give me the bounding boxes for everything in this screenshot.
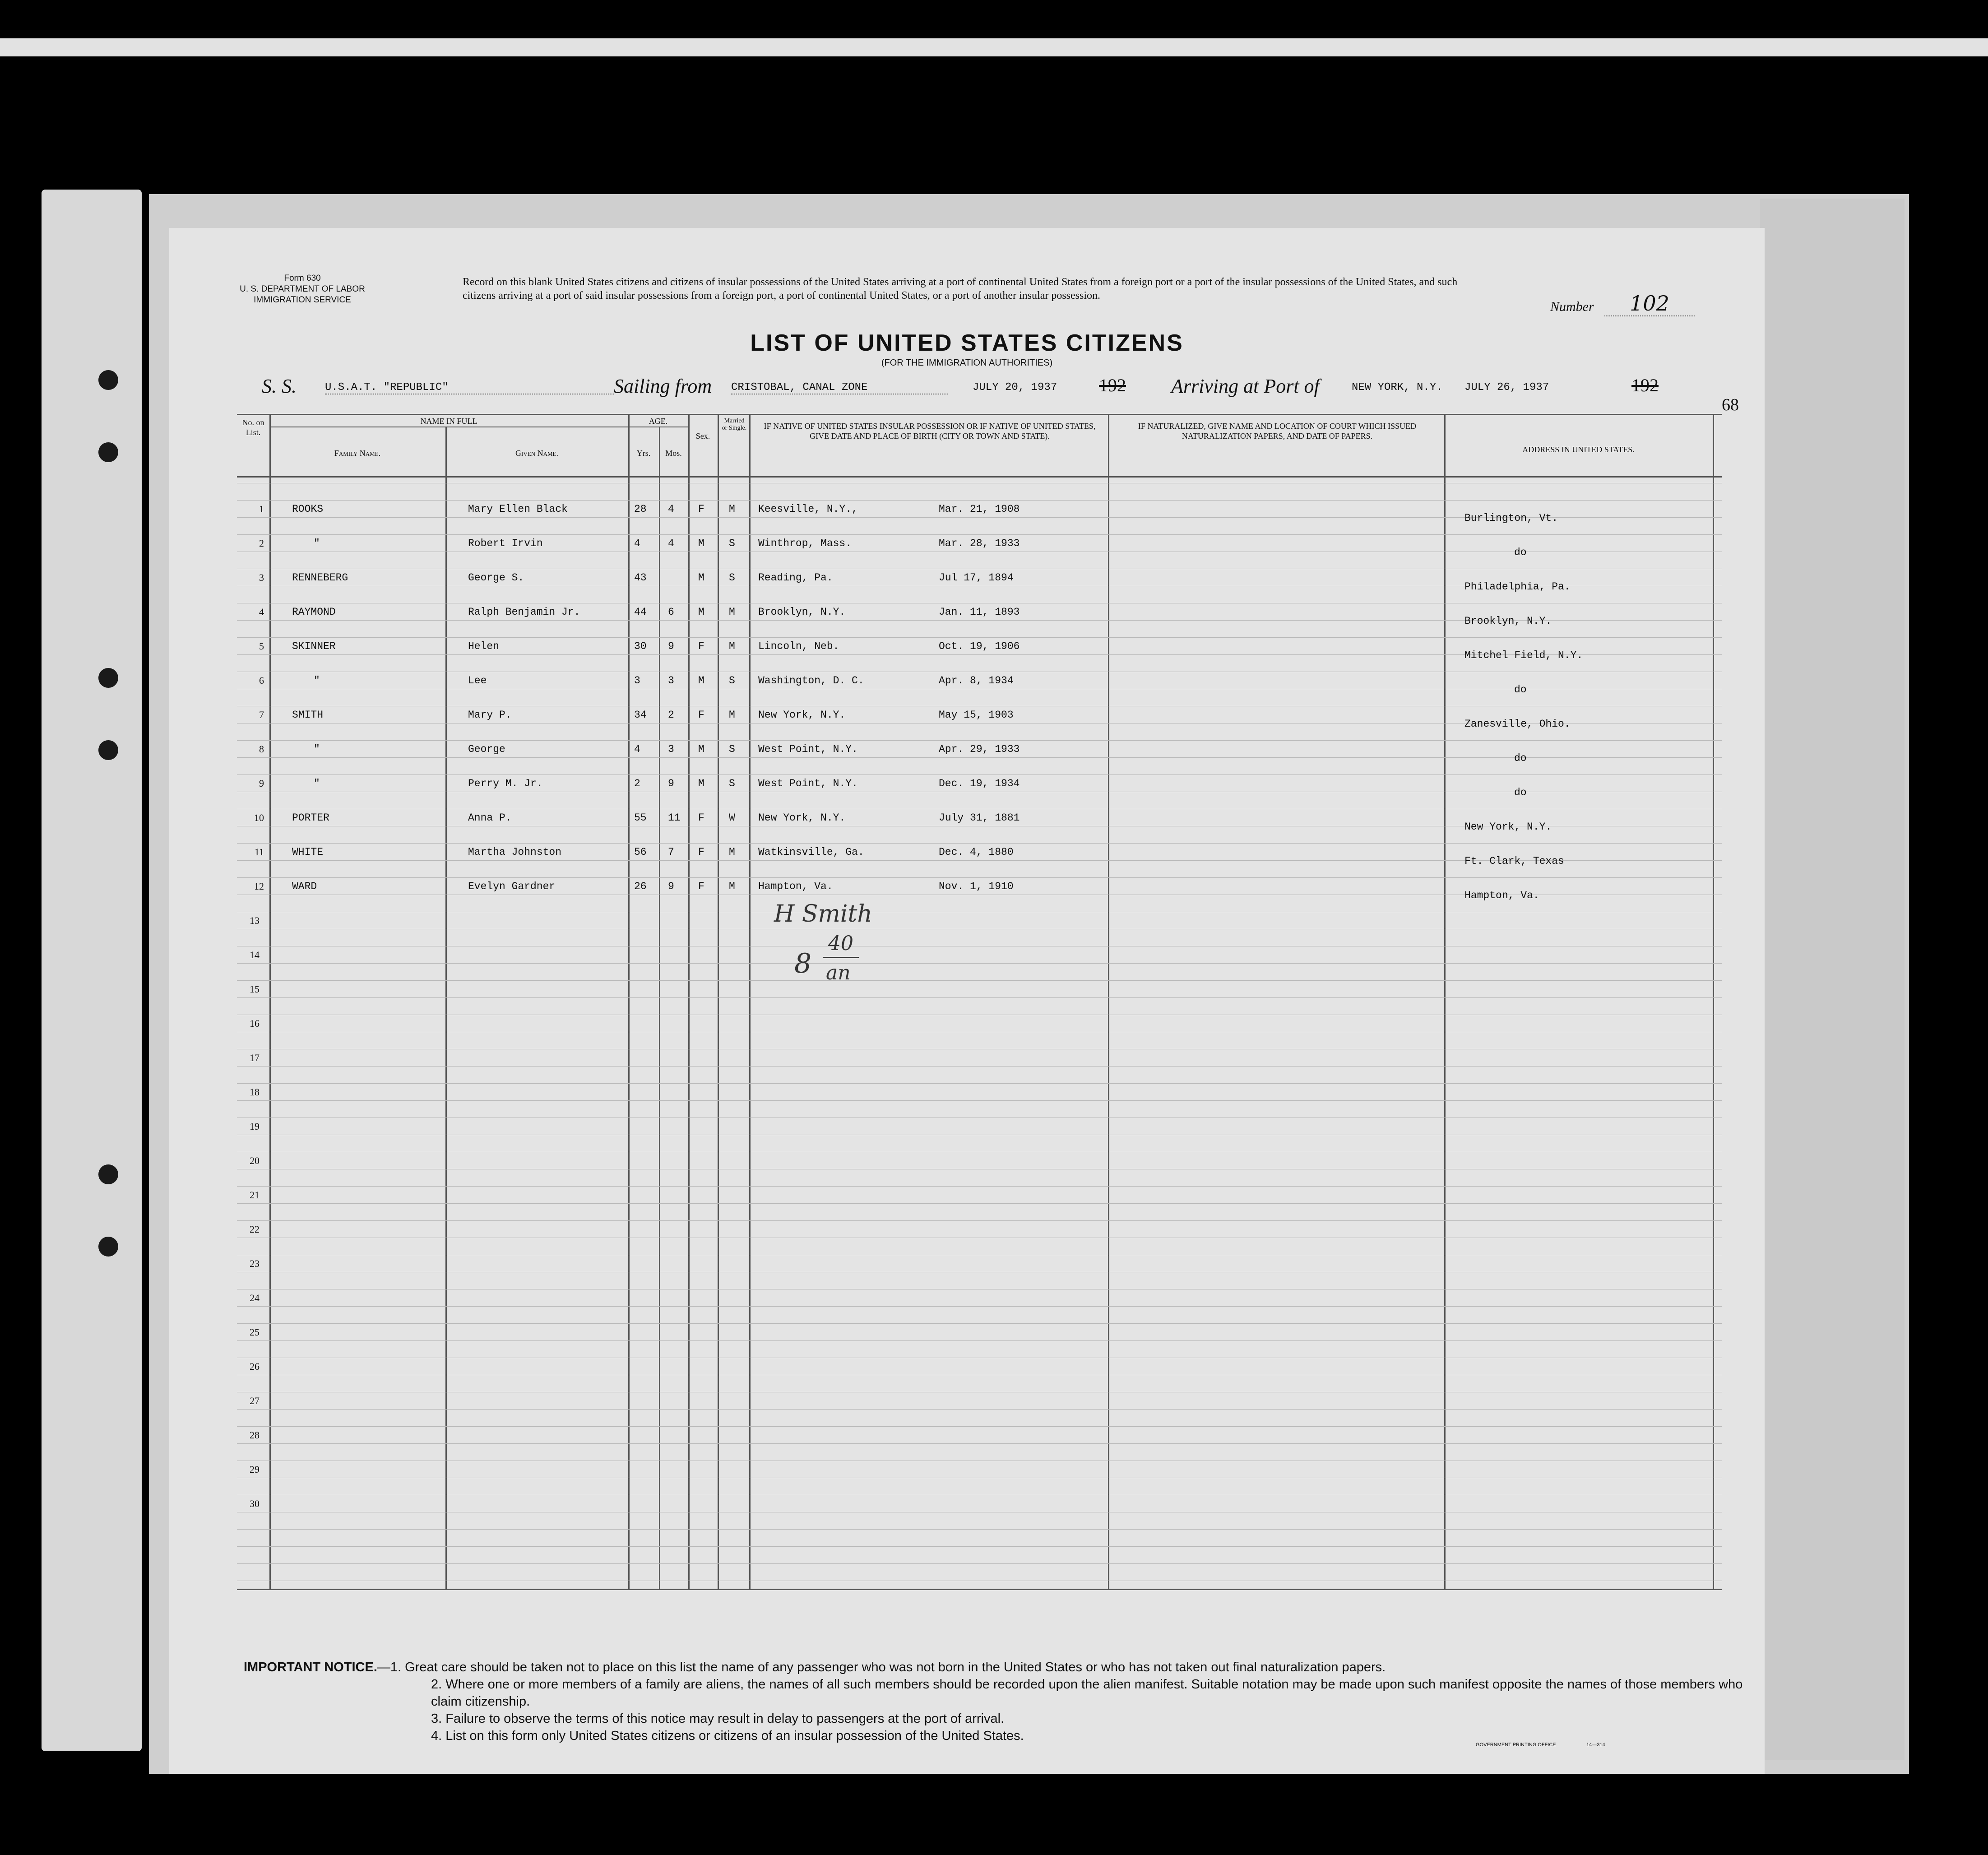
row-number: 21 bbox=[250, 1189, 260, 1201]
ruled-line bbox=[237, 757, 1722, 758]
ruled-line bbox=[237, 1443, 1722, 1444]
cell-yrs: 34 bbox=[634, 709, 647, 721]
cell-mos: 4 bbox=[668, 503, 674, 515]
row-number: 25 bbox=[250, 1326, 260, 1338]
cell-address: Philadelphia, Pa. bbox=[1464, 581, 1571, 593]
col-header-naturalized: IF NATURALIZED, GIVE NAME AND LOCATION OF COURT WHICH ISSUED NATURALIZATION PAPERS, AND DATE OF PAPERS. bbox=[1138, 422, 1417, 441]
cell-address: Ft. Clark, Texas bbox=[1464, 855, 1564, 867]
cell-family: WARD bbox=[292, 881, 317, 892]
page-subtitle: (FOR THE IMMIGRATION AUTHORITIES) bbox=[881, 358, 1053, 368]
cell-family: RENNEBERG bbox=[292, 572, 348, 584]
col-header-family: Family Name. bbox=[334, 449, 381, 458]
cell-place: Lincoln, Neb. bbox=[758, 640, 839, 652]
cell-family: " bbox=[314, 538, 320, 549]
cell-given: Anna P. bbox=[468, 812, 512, 824]
cell-place: Washington, D. C. bbox=[758, 675, 864, 686]
cell-family: WHITE bbox=[292, 846, 324, 858]
important-notice bbox=[244, 1659, 1747, 1744]
ruled-line bbox=[237, 1546, 1722, 1547]
cell-sex: F bbox=[698, 846, 704, 858]
printer-imprint: GOVERNMENT PRINTING OFFICE bbox=[1476, 1742, 1556, 1748]
binder-hole bbox=[98, 1164, 118, 1184]
table-header-border bbox=[237, 476, 1722, 478]
arriving-label: Arriving at Port of bbox=[1171, 375, 1320, 397]
col-divider bbox=[688, 414, 690, 1590]
cell-no: 10 bbox=[254, 812, 264, 823]
row-number: 20 bbox=[250, 1155, 260, 1166]
col-divider bbox=[628, 414, 630, 1590]
col-header-married: Married or Single. bbox=[722, 417, 747, 431]
col-divider bbox=[1713, 414, 1714, 1590]
notice-item-1: —1. Great care should be taken not to place on this list the name of any passenger who was not born in the United States or who has not taken out final naturalization papers. bbox=[377, 1660, 1386, 1674]
cell-mos: 2 bbox=[668, 709, 674, 721]
cell-mos: 9 bbox=[668, 778, 674, 789]
row-number: 24 bbox=[250, 1292, 260, 1303]
struck-year-2: 192 bbox=[1631, 375, 1659, 395]
cell-mos: 4 bbox=[668, 538, 674, 549]
cell-no: 4 bbox=[259, 606, 264, 617]
ss-label: S. S. bbox=[262, 375, 297, 397]
cell-yrs: 56 bbox=[634, 846, 647, 858]
cell-given: Perry M. Jr. bbox=[468, 778, 543, 789]
cell-ms: S bbox=[729, 675, 735, 686]
ruled-line bbox=[237, 774, 1722, 775]
binder-hole bbox=[98, 668, 118, 688]
cell-ms: S bbox=[729, 743, 735, 755]
cell-place: New York, N.Y. bbox=[758, 709, 846, 721]
cell-place: Watkinsville, Ga. bbox=[758, 846, 864, 858]
row-number: 16 bbox=[250, 1018, 260, 1029]
printer-code: 14—314 bbox=[1586, 1742, 1605, 1748]
cell-yrs: 43 bbox=[634, 572, 647, 584]
col-header-mos: Mos. bbox=[665, 449, 682, 458]
cell-mos: 9 bbox=[668, 881, 674, 892]
cell-ms: M bbox=[729, 709, 735, 721]
cell-family: " bbox=[314, 778, 320, 789]
ruled-line bbox=[237, 1066, 1722, 1067]
cell-date: Nov. 1, 1910 bbox=[939, 881, 1014, 892]
cell-date: Dec. 19, 1934 bbox=[939, 778, 1020, 789]
cell-date: Jul 17, 1894 bbox=[939, 572, 1014, 584]
number-value: 102 bbox=[1604, 291, 1695, 316]
cell-date: Dec. 4, 1880 bbox=[939, 846, 1014, 858]
col-divider bbox=[445, 427, 447, 1590]
ruled-line bbox=[237, 637, 1722, 638]
record-instructions: Record on this blank United States citizens and citizens of insular possessions of the United States arriving at a port of continental United States from a foreign port or a port of the insular possessions of the United States, and such citizens arriving at a port of said insular possessions from a foreign port, a port of continental United States, or a port of another insular possession. bbox=[463, 276, 1458, 301]
cell-no: 8 bbox=[259, 743, 264, 755]
ruled-line bbox=[237, 1083, 1722, 1084]
cell-family: ROOKS bbox=[292, 503, 324, 515]
binder-hole bbox=[98, 442, 118, 462]
ruled-line bbox=[237, 1306, 1722, 1307]
cell-given: Robert Irvin bbox=[468, 538, 543, 549]
cell-sex: F bbox=[698, 503, 704, 515]
struck-year-1: 192 bbox=[1099, 375, 1126, 395]
cell-ms: M bbox=[729, 881, 735, 892]
cell-place: Brooklyn, N.Y. bbox=[758, 606, 846, 618]
cell-date: Mar. 21, 1908 bbox=[939, 503, 1020, 515]
cell-sex: M bbox=[698, 572, 704, 584]
cell-ms: M bbox=[729, 846, 735, 858]
cell-given: Evelyn Gardner bbox=[468, 881, 556, 892]
number-label: Number bbox=[1550, 299, 1594, 314]
cell-ms: S bbox=[729, 572, 735, 584]
form-number: Form 630 bbox=[284, 274, 321, 283]
cell-no: 2 bbox=[259, 538, 264, 549]
cell-no: 3 bbox=[259, 572, 264, 583]
row-number: 23 bbox=[250, 1258, 260, 1269]
row-number: 18 bbox=[250, 1086, 260, 1098]
cell-address: do bbox=[1514, 547, 1527, 558]
cell-place: New York, N.Y. bbox=[758, 812, 846, 824]
handwritten-note-bottom: an bbox=[826, 961, 851, 984]
cell-address: Zanesville, Ohio. bbox=[1464, 718, 1571, 730]
col-header-yrs: Yrs. bbox=[636, 449, 651, 458]
cell-mos: 9 bbox=[668, 640, 674, 652]
cell-date: July 31, 1881 bbox=[939, 812, 1020, 824]
sailing-label: Sailing from bbox=[614, 375, 712, 397]
ruled-line bbox=[237, 534, 1722, 535]
cell-mos: 6 bbox=[668, 606, 674, 618]
cell-sex: M bbox=[698, 606, 704, 618]
cell-address: New York, N.Y. bbox=[1464, 821, 1552, 833]
form-identifier bbox=[237, 273, 368, 306]
cell-yrs: 28 bbox=[634, 503, 647, 515]
cell-given: George bbox=[468, 743, 505, 755]
ruled-line bbox=[237, 1220, 1722, 1221]
cell-family: " bbox=[314, 743, 320, 755]
cell-yrs: 4 bbox=[634, 743, 640, 755]
cell-ms: M bbox=[729, 606, 735, 618]
cell-no: 7 bbox=[259, 709, 264, 720]
row-number: 17 bbox=[250, 1052, 260, 1063]
col-header-birth: IF NATIVE OF UNITED STATES INSULAR POSSESSION OR IF NATIVE OF UNITED STATES, GIVE DATE AND PLACE OF BIRTH (CITY OR TOWN AND STATE). bbox=[764, 422, 1096, 441]
cell-address: do bbox=[1514, 787, 1527, 798]
ruled-line bbox=[237, 1186, 1722, 1187]
cell-no: 9 bbox=[259, 778, 264, 789]
ruled-line bbox=[237, 1203, 1722, 1204]
col-divider bbox=[269, 414, 271, 1590]
ruled-line bbox=[237, 877, 1722, 878]
cell-date: Mar. 28, 1933 bbox=[939, 538, 1020, 549]
handwritten-fraction-bar bbox=[823, 957, 859, 958]
cell-sex: M bbox=[698, 675, 704, 686]
cell-yrs: 30 bbox=[634, 640, 647, 652]
cell-yrs: 26 bbox=[634, 881, 647, 892]
cell-yrs: 2 bbox=[634, 778, 640, 789]
cell-yrs: 4 bbox=[634, 538, 640, 549]
cell-mos: 3 bbox=[668, 743, 674, 755]
col-divider bbox=[659, 427, 660, 1590]
cell-mos: 11 bbox=[668, 812, 681, 824]
col-divider bbox=[1444, 414, 1446, 1590]
page-title: LIST OF UNITED STATES CITIZENS bbox=[750, 330, 1184, 356]
ruled-line bbox=[237, 1529, 1722, 1530]
service-name: IMMIGRATION SERVICE bbox=[254, 295, 351, 305]
col-header-address: ADDRESS IN UNITED STATES. bbox=[1522, 445, 1635, 454]
ruled-line bbox=[237, 980, 1722, 981]
cell-given: Mary P. bbox=[468, 709, 512, 721]
cell-sex: F bbox=[698, 881, 704, 892]
ruled-line bbox=[237, 500, 1722, 501]
cell-mos: 3 bbox=[668, 675, 674, 686]
binder-hole bbox=[98, 370, 118, 390]
ruled-line bbox=[237, 1409, 1722, 1410]
cell-place: Keesville, N.Y., bbox=[758, 503, 858, 515]
cell-address: Brooklyn, N.Y. bbox=[1464, 615, 1552, 627]
cell-place: West Point, N.Y. bbox=[758, 778, 858, 789]
notice-item-3: 3. Failure to observe the terms of this notice may result in delay to passengers at the port of arrival. bbox=[431, 1711, 1005, 1726]
row-number: 15 bbox=[250, 983, 260, 995]
arrival-port: NEW YORK, N.Y. bbox=[1352, 381, 1443, 394]
ruled-line bbox=[237, 1426, 1722, 1427]
col-header-age: AGE. bbox=[649, 417, 668, 426]
cell-date: Oct. 19, 1906 bbox=[939, 640, 1020, 652]
cell-yrs: 55 bbox=[634, 812, 647, 824]
arrival-date: JULY 26, 1937 bbox=[1464, 381, 1549, 394]
ruled-line bbox=[237, 963, 1722, 964]
handwritten-note-left: 8 bbox=[794, 948, 812, 979]
binder-strip bbox=[42, 190, 142, 1751]
cell-family: SMITH bbox=[292, 709, 324, 721]
cell-no: 11 bbox=[254, 846, 264, 858]
film-edge-strip bbox=[0, 38, 1988, 56]
cell-family: PORTER bbox=[292, 812, 329, 824]
cell-ms: S bbox=[729, 778, 735, 789]
col-divider bbox=[749, 414, 751, 1590]
cell-sex: F bbox=[698, 709, 704, 721]
cell-date: Jan. 11, 1893 bbox=[939, 606, 1020, 618]
col-header-name: NAME IN FULL bbox=[420, 417, 477, 426]
col-divider bbox=[718, 414, 719, 1590]
cell-mos: 7 bbox=[668, 846, 674, 858]
cell-given: Mary Ellen Black bbox=[468, 503, 568, 515]
cell-no: 1 bbox=[259, 503, 264, 515]
cell-address: Mitchel Field, N.Y. bbox=[1464, 649, 1583, 661]
cell-family: " bbox=[314, 675, 320, 686]
cell-sex: M bbox=[698, 778, 704, 789]
page-number: 68 bbox=[1722, 395, 1739, 414]
col-header-sex: Sex. bbox=[695, 431, 710, 441]
cell-date: Apr. 8, 1934 bbox=[939, 675, 1014, 686]
ruled-line bbox=[237, 1340, 1722, 1341]
table-bottom-border bbox=[237, 1589, 1722, 1590]
notice-item-2: 2. Where one or more members of a family are aliens, the names of all such members should be recorded upon the alien manifest. Suitable notation may be made upon such manifest opposite the names of those members who claim citizenship. bbox=[431, 1677, 1743, 1709]
cell-no: 12 bbox=[254, 881, 264, 892]
department-name: U. S. DEPARTMENT OF LABOR bbox=[240, 284, 365, 294]
row-number: 14 bbox=[250, 949, 260, 960]
cell-given: Ralph Benjamin Jr. bbox=[468, 606, 580, 618]
cell-given: George S. bbox=[468, 572, 524, 584]
cell-ms: W bbox=[729, 812, 735, 824]
table-top-border bbox=[237, 414, 1722, 415]
row-number: 29 bbox=[250, 1464, 260, 1475]
row-number: 19 bbox=[250, 1121, 260, 1132]
notice-item-4: 4. List on this form only United States citizens or citizens of an insular possession of the United States. bbox=[431, 1729, 1024, 1743]
manifest-sheet bbox=[169, 228, 1765, 1774]
cell-address: do bbox=[1514, 752, 1527, 764]
row-number: 27 bbox=[250, 1395, 260, 1406]
ruled-line bbox=[237, 1100, 1722, 1101]
cell-no: 5 bbox=[259, 640, 264, 652]
row-number: 28 bbox=[250, 1429, 260, 1441]
row-number: 13 bbox=[250, 915, 260, 926]
cell-place: West Point, N.Y. bbox=[758, 743, 858, 755]
ship-name: U.S.A.T. "REPUBLIC" bbox=[325, 381, 614, 394]
ruled-line bbox=[237, 1563, 1722, 1564]
ruled-line bbox=[237, 1323, 1722, 1324]
cell-address: Hampton, Va. bbox=[1464, 890, 1539, 901]
row-number: 26 bbox=[250, 1361, 260, 1372]
cell-address: do bbox=[1514, 684, 1527, 696]
cell-sex: F bbox=[698, 812, 704, 824]
binder-hole bbox=[98, 1237, 118, 1257]
ruled-line bbox=[237, 997, 1722, 998]
cell-given: Helen bbox=[468, 640, 500, 652]
cell-date: Apr. 29, 1933 bbox=[939, 743, 1020, 755]
sailing-date: JULY 20, 1937 bbox=[973, 381, 1057, 394]
cell-given: Martha Johnston bbox=[468, 846, 562, 858]
handwritten-signature: H Smith bbox=[774, 900, 872, 928]
cell-yrs: 44 bbox=[634, 606, 647, 618]
cell-yrs: 3 bbox=[634, 675, 640, 686]
cell-ms: M bbox=[729, 640, 735, 652]
underlying-page-edge bbox=[1760, 199, 1905, 1760]
handwritten-note-top: 40 bbox=[828, 932, 853, 955]
notice-heading: IMPORTANT NOTICE. bbox=[244, 1660, 377, 1674]
cell-sex: M bbox=[698, 538, 704, 549]
row-number: 30 bbox=[250, 1498, 260, 1509]
col-divider bbox=[1108, 414, 1109, 1590]
binder-hole bbox=[98, 740, 118, 760]
cell-family: SKINNER bbox=[292, 640, 336, 652]
cell-address: Burlington, Vt. bbox=[1464, 512, 1558, 524]
cell-sex: M bbox=[698, 743, 704, 755]
cell-date: May 15, 1903 bbox=[939, 709, 1014, 721]
col-header-no: No. on List. bbox=[242, 418, 264, 437]
row-number: 22 bbox=[250, 1224, 260, 1235]
cell-given: Lee bbox=[468, 675, 487, 686]
cell-ms: M bbox=[729, 503, 735, 515]
cell-place: Reading, Pa. bbox=[758, 572, 833, 584]
col-header-given: Given Name. bbox=[515, 449, 558, 458]
cell-family: RAYMOND bbox=[292, 606, 336, 618]
ruled-line bbox=[237, 843, 1722, 844]
cell-no: 6 bbox=[259, 675, 264, 686]
cell-place: Winthrop, Mass. bbox=[758, 538, 852, 549]
cell-sex: F bbox=[698, 640, 704, 652]
cell-ms: S bbox=[729, 538, 735, 549]
cell-place: Hampton, Va. bbox=[758, 881, 833, 892]
ruled-line bbox=[237, 740, 1722, 741]
departure-port: CRISTOBAL, CANAL ZONE bbox=[731, 381, 948, 394]
